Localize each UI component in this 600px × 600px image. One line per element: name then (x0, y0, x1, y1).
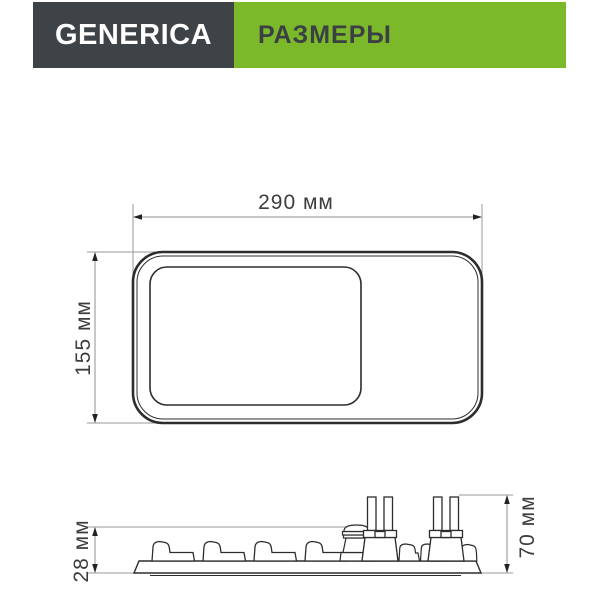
dim-width (133, 191, 482, 220)
side-view (70, 495, 539, 583)
side-view-switch-bumps (152, 542, 348, 562)
dim-height (72, 252, 98, 423)
top-view-width-label: 290 мм (258, 191, 334, 214)
page-title: РАЗМЕРЫ (258, 20, 392, 49)
side-view-right-height-label: 70 мм (516, 495, 539, 559)
plug-right (428, 497, 464, 561)
side-view-base (134, 561, 481, 576)
plug-left (362, 497, 398, 561)
dim-total-height (504, 495, 539, 573)
top-view (72, 191, 482, 423)
brand-logo-text: GENERICA (54, 18, 213, 51)
top-view-socket-area-outline (150, 267, 361, 405)
top-view-height-label: 155 мм (72, 300, 95, 376)
side-view-left-height-label: 28 мм (70, 519, 93, 583)
